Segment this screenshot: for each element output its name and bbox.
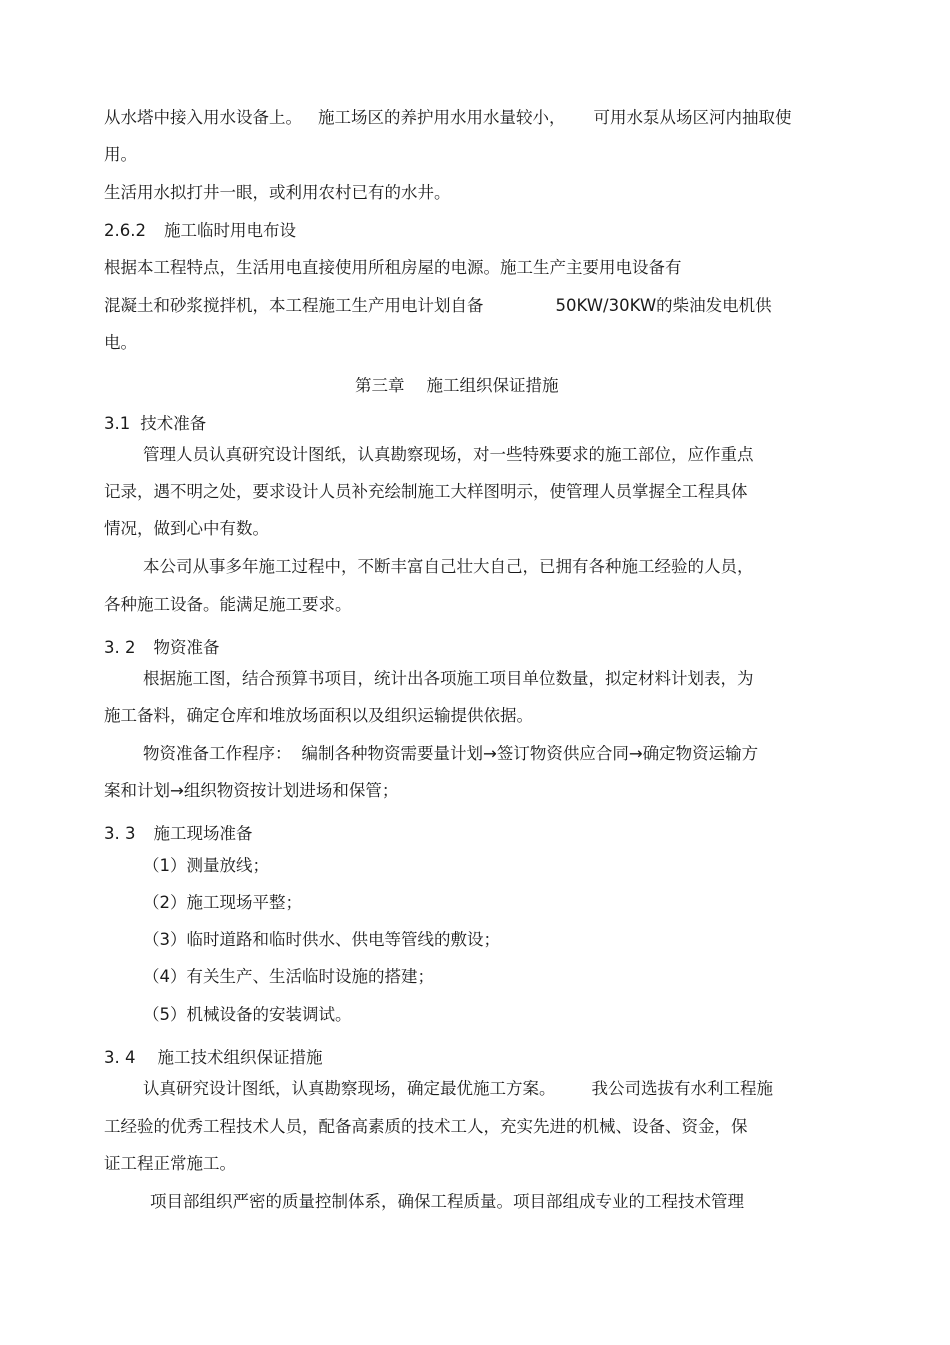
section-number: 3. 2 bbox=[104, 638, 136, 657]
list-item: （4）有关生产、生活临时设施的搭建； bbox=[143, 967, 434, 986]
paragraph-line: 情况，做到心中有数。 bbox=[104, 519, 269, 538]
paragraph-line: 项目部组织严密的质量控制体系，确保工程质量。项目部组成专业的工程技术管理 bbox=[150, 1192, 744, 1211]
paragraph-line: 根据施工图，结合预算书项目，统计出各项施工项目单位数量，拟定材料计划表，为 bbox=[143, 669, 754, 688]
section-number: 3. 4 bbox=[104, 1048, 136, 1067]
section-number: 3. 3 bbox=[104, 824, 136, 843]
paragraph-line: 工经验的优秀工程技术人员，配备高素质的技术工人，充实先进的机械、设备、资金，保 bbox=[104, 1117, 748, 1136]
paragraph-line: 用。 bbox=[104, 145, 137, 164]
paragraph-line: 混凝土和砂浆搅拌机，本工程施工生产用电计划自备 50KW/30KW的柴油发电机供 bbox=[104, 296, 772, 315]
paragraph-line: 电。 bbox=[104, 333, 137, 352]
list-item: （2）施工现场平整； bbox=[143, 893, 302, 912]
paragraph-line: 根据本工程特点，生活用电直接使用所租房屋的电源。施工生产主要用电设备有 bbox=[104, 258, 682, 277]
section-title: 物资准备 bbox=[153, 638, 220, 657]
section-title: 施工技术组织保证措施 bbox=[157, 1048, 323, 1067]
paragraph-line: 从水塔中接入用水设备上。 施工场区的养护用水用水量较小， 可用水泵从场区河内抽取使 bbox=[104, 108, 792, 127]
section-heading bbox=[104, 1047, 323, 1069]
section-title: 施工临时用电布设 bbox=[163, 221, 296, 240]
section-heading bbox=[104, 413, 206, 435]
paragraph-line: 认真研究设计图纸，认真勘察现场，确定最优施工方案。 我公司选拔有水利工程施 bbox=[143, 1079, 773, 1098]
list-item: （5）机械设备的安装调试。 bbox=[143, 1005, 352, 1024]
section-heading bbox=[104, 220, 296, 242]
paragraph-line: 本公司从事多年施工过程中，不断丰富自己壮大自己，已拥有各种施工经验的人员， bbox=[143, 557, 754, 576]
paragraph-line: 管理人员认真研究设计图纸，认真勘察现场，对一些特殊要求的施工部位，应作重点 bbox=[143, 445, 754, 464]
paragraph-line: 记录，遇不明之处，要求设计人员补充绘制施工大样图明示，使管理人员掌握全工程具体 bbox=[104, 482, 748, 501]
section-number: 3.1 bbox=[104, 414, 131, 433]
paragraph-line: 施工备料，确定仓库和堆放场面积以及组织运输提供依据。 bbox=[104, 706, 533, 725]
paragraph-line: 生活用水拟打井一眼，或利用农村已有的水井。 bbox=[104, 183, 451, 202]
section-title: 施工现场准备 bbox=[153, 824, 253, 843]
paragraph-line: 物资准备工作程序： 编制各种物资需要量计划→签订物资供应合同→确定物资运输方 bbox=[143, 744, 759, 763]
section-heading bbox=[104, 637, 220, 659]
list-item: （1）测量放线； bbox=[143, 856, 269, 875]
chapter-title: 第三章 施工组织保证措施 bbox=[355, 376, 559, 395]
paragraph-line: 证工程正常施工。 bbox=[104, 1154, 236, 1173]
section-title: 技术准备 bbox=[140, 414, 207, 433]
section-number: 2.6.2 bbox=[104, 221, 146, 240]
list-item: （3）临时道路和临时供水、供电等管线的敷设； bbox=[143, 930, 500, 949]
section-heading bbox=[104, 823, 253, 845]
paragraph-line: 案和计划→组织物资按计划进场和保管； bbox=[104, 781, 399, 800]
paragraph-line: 各种施工设备。能满足施工要求。 bbox=[104, 595, 352, 614]
